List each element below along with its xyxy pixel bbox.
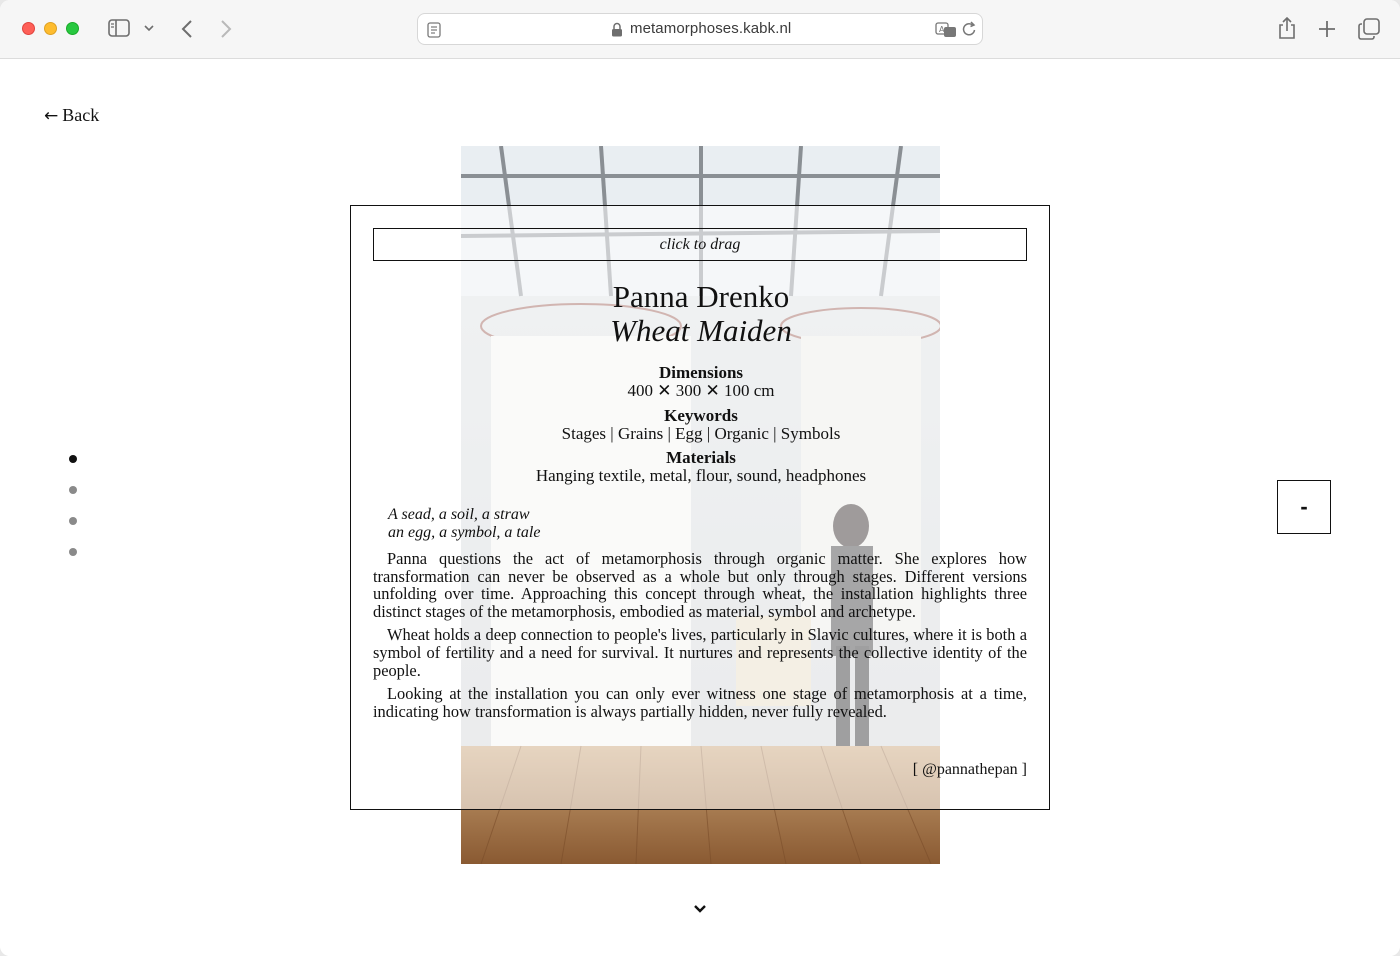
poem-line: an egg, a symbol, a tale	[388, 524, 541, 541]
materials-value: Hanging textile, metal, flour, sound, headphones	[535, 466, 867, 485]
materials-heading: Materials	[666, 448, 736, 467]
keywords-heading: Keywords	[664, 406, 738, 425]
poem	[388, 506, 540, 542]
svg-text:A: A	[939, 25, 945, 34]
slide-pagination	[69, 455, 77, 579]
left-arrow-icon: ←	[44, 105, 59, 126]
plus-icon[interactable]	[1316, 17, 1338, 41]
url-text[interactable]: metamorphoses.kabk.nl	[630, 20, 792, 37]
share-icon[interactable]	[1275, 15, 1299, 41]
back-label: Back	[62, 105, 100, 125]
description-paragraph: Looking at the installation you can only ever witness one stage of metamorphosis at a time, indicating how transformation is always partially hidden, never fully revealed.	[373, 684, 1027, 721]
lock-icon	[611, 22, 625, 38]
translate-icon[interactable]	[935, 22, 957, 38]
tab-overview-icon[interactable]	[1357, 17, 1381, 41]
reader-icon[interactable]	[427, 22, 443, 38]
close-window-button[interactable]	[22, 22, 35, 35]
description	[373, 550, 1027, 726]
artist-handle[interactable]: [ @pannathepan ]	[912, 761, 1027, 778]
chevron-down-icon[interactable]	[692, 902, 708, 916]
back-arrow-icon[interactable]	[176, 17, 198, 41]
sidebar-icon[interactable]	[107, 18, 131, 38]
poem-line: A sead, a soil, a straw	[388, 506, 530, 523]
slide-dot-2[interactable]	[69, 486, 77, 494]
dimensions-heading: Dimensions	[658, 363, 744, 382]
back-link[interactable]	[44, 105, 99, 126]
slide-dot-1[interactable]	[69, 455, 77, 463]
description-paragraph: Panna questions the act of metamorphosis through organic matter. She explores how transformation can never be observed as a whole but only through stages. Different versions unfolding over time. Approaching this concept through wheat, the installation highlights three distinct stages of the metamorphosis, embodied as material, symbol and archetype.	[373, 549, 1027, 621]
page-content	[0, 59, 1400, 956]
dimensions-value: 400 ✕ 300 ✕ 100 cm	[627, 381, 775, 400]
materials-block	[351, 449, 1051, 485]
artwork-title: Wheat Maiden	[610, 313, 792, 348]
slide-dot-4[interactable]	[69, 548, 77, 556]
keywords-block	[351, 407, 1051, 443]
zoom-window-button[interactable]	[66, 22, 79, 35]
forward-arrow-icon[interactable]	[215, 17, 237, 41]
minimize-window-button[interactable]	[44, 22, 57, 35]
keywords-value: Stages | Grains | Egg | Organic | Symbols	[561, 424, 841, 443]
chevron-down-icon[interactable]	[142, 20, 156, 36]
info-panel[interactable]	[350, 205, 1050, 810]
drag-handle[interactable]: click to drag	[373, 228, 1027, 261]
artist-name: Panna Drenko	[612, 279, 790, 314]
dimensions-block	[351, 364, 1051, 400]
collapse-panel-button[interactable]: -	[1277, 480, 1331, 534]
reload-icon[interactable]	[962, 21, 978, 39]
address-bar[interactable]	[417, 13, 983, 45]
slide-dot-3[interactable]	[69, 517, 77, 525]
browser-toolbar	[0, 0, 1400, 59]
description-paragraph: Wheat holds a deep connection to people's lives, particularly in Slavic cultures, where it is both a symbol of fertility and a need for survival. It nurtures and represents the collective identity of the people.	[373, 625, 1027, 680]
